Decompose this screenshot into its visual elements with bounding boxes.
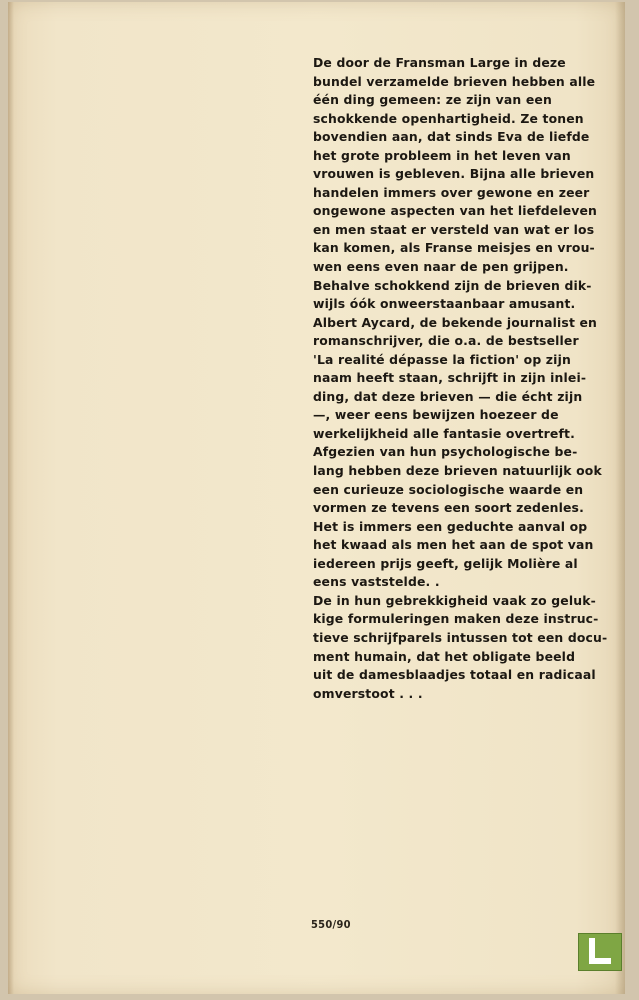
blurb-line: uit de damesblaadjes totaal en radicaal <box>313 667 596 683</box>
blurb-line: Afgezien van hun psychologische be- <box>313 444 578 460</box>
blurb-line: het grote probleem in het leven van <box>313 147 571 163</box>
logo-letter-l <box>589 938 611 964</box>
blurb-line: Het is immers een geduchte aanval op <box>313 518 588 534</box>
blurb-line: naam heeft staan, schrijft in zijn inlei- <box>313 370 587 386</box>
blurb-line: het kwaad als men het aan de spot van <box>313 537 594 553</box>
blurb-line: De in hun gebrekkigheid vaak zo geluk- <box>313 592 596 608</box>
blurb-line: kan komen, als Franse meisjes en vrou- <box>313 240 595 256</box>
blurb-line: en men staat er versteld van wat er los <box>313 221 595 237</box>
blurb-line: werkelijkheid alle fantasie overtreft. <box>313 425 575 441</box>
blurb-line: schokkende openhartigheid. Ze tonen <box>313 110 584 126</box>
letter-l-logo-icon <box>578 933 622 971</box>
blurb-line: Albert Aycard, de bekende journalist en <box>313 314 598 330</box>
blurb-line: omverstoot . . . <box>313 685 423 701</box>
blurb-line: De door de Fransman Large in deze <box>313 55 566 70</box>
blurb-line: Behalve schokkend zijn de brieven dik- <box>313 277 592 293</box>
cover-left-edge <box>8 2 14 994</box>
blurb-line: kige formuleringen maken deze instruc- <box>313 611 599 627</box>
blurb-line: bovendien aan, dat sinds Eva de liefde <box>313 129 590 145</box>
blurb-line: handelen immers over gewone en zeer <box>313 184 590 200</box>
blurb-line: één ding gemeen: ze zijn van een <box>313 92 552 108</box>
blurb-line: een curieuze sociologische waarde en <box>313 481 584 497</box>
blurb-line: ongewone aspecten van het liefdeleven <box>313 203 598 219</box>
blurb-line: 'La realité dépasse la fiction' op zijn <box>313 351 571 367</box>
blurb-line: bundel verzamelde brieven hebben alle <box>313 73 596 89</box>
blurb-line: lang hebben deze brieven natuurlijk ook <box>313 463 602 479</box>
blurb-line: vrouwen is gebleven. Bijna alle brieven <box>313 166 595 182</box>
blurb-line: vormen ze tevens een soort zedenles. <box>313 500 584 516</box>
blurb-text <box>313 54 619 703</box>
blurb-line: ment humain, dat het obligate beeld <box>313 648 576 664</box>
blurb-line: wen eens even naar de pen grijpen. <box>313 259 569 275</box>
blurb-line: wijls óók onweerstaanbaar amusant. <box>313 296 576 312</box>
blurb-line: eens vaststelde. . <box>313 574 440 590</box>
blurb-line: ding, dat deze brieven — die écht zijn <box>313 388 583 404</box>
blurb-line: tieve schrijfparels intussen tot een docu- <box>313 629 608 645</box>
blurb-line: iedereen prijs geeft, gelijk Molière al <box>313 555 578 571</box>
blurb-line: romanschrijver, die o.a. de bestseller <box>313 333 579 349</box>
price-code: 550/90 <box>311 918 351 931</box>
blurb-line: —, weer eens bewijzen hoezeer de <box>313 407 559 423</box>
